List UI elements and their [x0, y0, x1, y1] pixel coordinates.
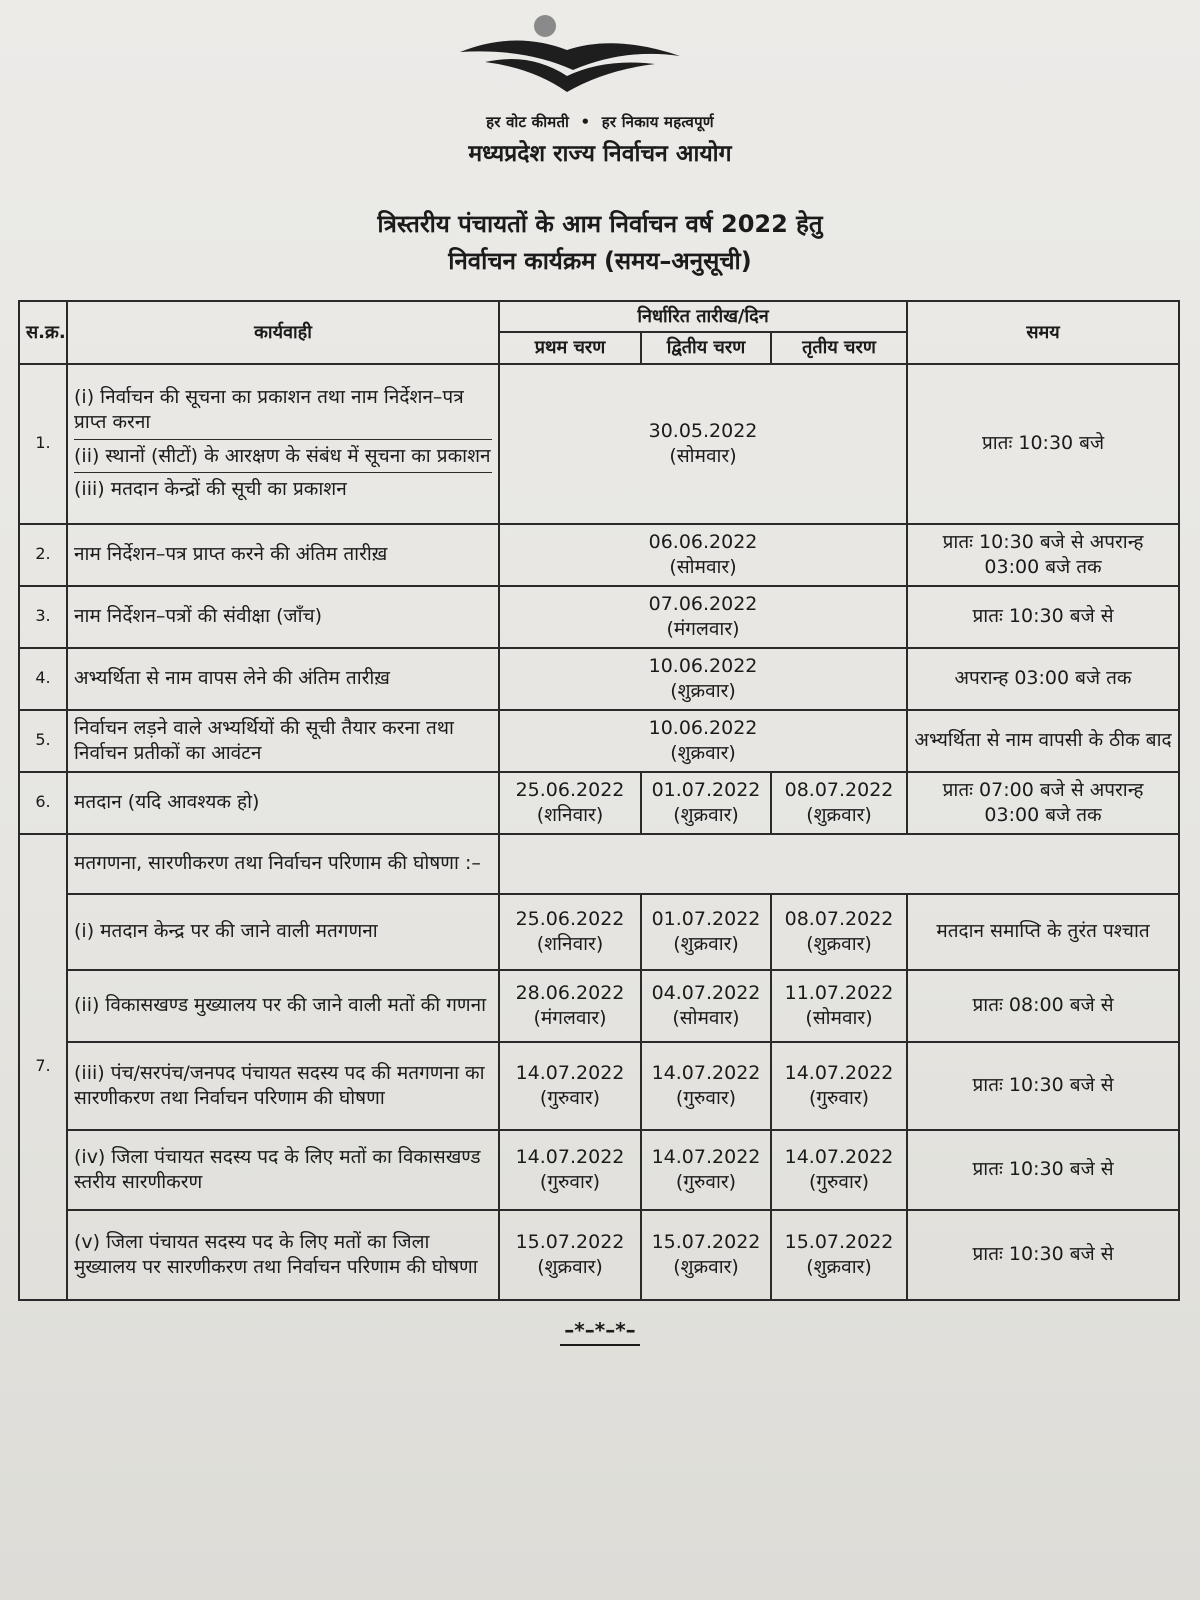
date-text: 25.06.2022	[515, 779, 625, 802]
phase1-cell	[499, 1130, 641, 1210]
date-text: 25.06.2022	[515, 908, 625, 931]
serial-header: स.क्र.	[19, 301, 67, 364]
phase3-cell	[771, 970, 907, 1042]
phase2-header: द्वितीय चरण	[641, 332, 771, 363]
day-text: (शनिवार)	[536, 803, 604, 826]
table-row	[19, 364, 1179, 524]
day-text: (सोमवार)	[805, 1006, 873, 1029]
day-text: (सोमवार)	[672, 1006, 740, 1029]
day-text: (मंगलवार)	[666, 617, 740, 640]
serial-cell: 6.	[19, 772, 67, 834]
activity-cell: मतदान (यदि आवश्यक हो)	[67, 772, 499, 834]
day-text: (शनिवार)	[536, 932, 604, 955]
time-cell: प्रातः 10:30 बजे से अपरान्ह 03:00 बजे तक	[907, 524, 1179, 586]
serial-cell: 1.	[19, 364, 67, 524]
date-cell	[499, 648, 907, 710]
activity-cell: (ii) विकासखण्ड मुख्यालय पर की जाने वाली मतों की गणना	[67, 970, 499, 1042]
schedule-table	[18, 300, 1180, 1301]
phase3-cell	[771, 1210, 907, 1300]
table-row	[19, 834, 1179, 894]
date-text: 01.07.2022	[651, 908, 761, 931]
day-text: (शुक्रवार)	[806, 1255, 872, 1278]
activity-subitem: (ii) स्थानों (सीटों) के आरक्षण के संबंध में सूचना का प्रकाशन	[74, 440, 492, 474]
serial-cell: 7.	[19, 834, 67, 1300]
time-cell: प्रातः 07:00 बजे से अपरान्ह 03:00 बजे तक	[907, 772, 1179, 834]
time-cell: प्रातः 10:30 बजे से	[907, 1042, 1179, 1130]
phase3-cell	[771, 1042, 907, 1130]
date-text: 08.07.2022	[784, 908, 894, 931]
table-row	[19, 1042, 1179, 1130]
date-cell	[499, 364, 907, 524]
date-text: 11.07.2022	[784, 982, 894, 1005]
time-cell: प्रातः 10:30 बजे	[907, 364, 1179, 524]
date-cell	[499, 710, 907, 772]
document-title-line1: त्रिस्तरीय पंचायतों के आम निर्वाचन वर्ष 2022 हेतु	[377, 210, 823, 238]
table-row	[19, 772, 1179, 834]
table-row	[19, 1210, 1179, 1300]
date-text: 15.07.2022	[515, 1231, 625, 1254]
time-cell: प्रातः 08:00 बजे से	[907, 970, 1179, 1042]
activity-subitem: (i) निर्वाचन की सूचना का प्रकाशन तथा नाम निर्देशन–पत्र प्राप्त करना	[74, 381, 492, 439]
date-cell	[499, 586, 907, 648]
phase3-header: तृतीय चरण	[771, 332, 907, 363]
phase3-cell	[771, 1130, 907, 1210]
day-text: (गुरुवार)	[539, 1170, 601, 1193]
phase3-cell	[771, 894, 907, 970]
header-row	[19, 301, 1179, 332]
empty-cell	[499, 834, 1179, 894]
day-text: (शुक्रवार)	[806, 803, 872, 826]
date-text: 06.06.2022	[648, 531, 758, 554]
phase2-cell	[641, 1042, 771, 1130]
phase1-cell	[499, 894, 641, 970]
date-text: 10.06.2022	[648, 717, 758, 740]
day-text: (गुरुवार)	[539, 1086, 601, 1109]
date-text: 14.07.2022	[515, 1062, 625, 1085]
table-row	[19, 586, 1179, 648]
date-text: 30.05.2022	[648, 420, 758, 443]
day-text: (शुक्रवार)	[806, 932, 872, 955]
activity-cell: (v) जिला पंचायत सदस्य पद के लिए मतों का जिला मुख्यालय पर सारणीकरण तथा निर्वाचन परिणाम की घोषणा	[67, 1210, 499, 1300]
date-text: 14.07.2022	[784, 1062, 894, 1085]
date-text: 08.07.2022	[784, 779, 894, 802]
phase2-cell	[641, 894, 771, 970]
date-text: 14.07.2022	[651, 1146, 761, 1169]
date-cell	[499, 524, 907, 586]
tagline	[0, 112, 1200, 132]
phase1-header: प्रथम चरण	[499, 332, 641, 363]
table-row	[19, 648, 1179, 710]
activity-cell: (iv) जिला पंचायत सदस्य पद के लिए मतों का विकासखण्ड स्तरीय सारणीकरण	[67, 1130, 499, 1210]
day-text: (शुक्रवार)	[670, 741, 736, 764]
tagline-right: हर निकाय महत्वपूर्ण	[601, 113, 714, 131]
date-text: 15.07.2022	[784, 1231, 894, 1254]
time-cell: प्रातः 10:30 बजे से	[907, 586, 1179, 648]
day-text: (गुरुवार)	[808, 1170, 870, 1193]
end-mark-text: –*–*–*–	[560, 1318, 639, 1346]
tagline-left: हर वोट कीमती	[486, 113, 570, 131]
time-cell: अपरान्ह 03:00 बजे तक	[907, 648, 1179, 710]
day-text: (गुरुवार)	[675, 1086, 737, 1109]
date-text: 07.06.2022	[648, 593, 758, 616]
date-text: 14.07.2022	[651, 1062, 761, 1085]
time-cell: प्रातः 10:30 बजे से	[907, 1130, 1179, 1210]
activity-cell	[67, 364, 499, 524]
table-row	[19, 524, 1179, 586]
phase2-cell	[641, 772, 771, 834]
date-text: 14.07.2022	[515, 1146, 625, 1169]
day-text: (गुरुवार)	[808, 1086, 870, 1109]
day-text: (गुरुवार)	[675, 1170, 737, 1193]
date-text: 01.07.2022	[651, 779, 761, 802]
table-row	[19, 970, 1179, 1042]
phase3-cell	[771, 772, 907, 834]
phase2-cell	[641, 970, 771, 1042]
day-text: (शुक्रवार)	[673, 803, 739, 826]
day-text: (शुक्रवार)	[537, 1255, 603, 1278]
organization-name: मध्यप्रदेश राज्य निर्वाचन आयोग	[468, 141, 732, 167]
activity-cell: अभ्यर्थिता से नाम वापस लेने की अंतिम तारीख़	[67, 648, 499, 710]
commission-logo	[455, 12, 685, 98]
table-row	[19, 1130, 1179, 1210]
serial-cell: 2.	[19, 524, 67, 586]
time-cell: अभ्यर्थिता से नाम वापसी के ठीक बाद	[907, 710, 1179, 772]
phase2-cell	[641, 1210, 771, 1300]
document-title-line2: निर्वाचन कार्यक्रम (समय–अनुसूची)	[448, 247, 752, 275]
activity-cell: निर्वाचन लड़ने वाले अभ्यर्थियों की सूची तैयार करना तथा निर्वाचन प्रतीकों का आवंटन	[67, 710, 499, 772]
serial-cell: 4.	[19, 648, 67, 710]
day-text: (शुक्रवार)	[673, 932, 739, 955]
table-row	[19, 710, 1179, 772]
date-text: 04.07.2022	[651, 982, 761, 1005]
day-text: (शुक्रवार)	[673, 1255, 739, 1278]
phase1-cell	[499, 1042, 641, 1130]
day-text: (मंगलवार)	[533, 1006, 607, 1029]
serial-cell: 5.	[19, 710, 67, 772]
time-header: समय	[907, 301, 1179, 364]
date-text: 14.07.2022	[784, 1146, 894, 1169]
phase2-cell	[641, 1130, 771, 1210]
date-text: 28.06.2022	[515, 982, 625, 1005]
activity-cell: (iii) पंच/सरपंच/जनपद पंचायत सदस्य पद की मतगणना का सारणीकरण तथा निर्वाचन परिणाम की घोषणा	[67, 1042, 499, 1130]
date-text: 10.06.2022	[648, 655, 758, 678]
activity-cell: नाम निर्देशन–पत्रों की संवीक्षा (जाँच)	[67, 586, 499, 648]
end-mark	[0, 1318, 1200, 1342]
activity-header: कार्यवाही	[67, 301, 499, 364]
tagline-separator: •	[580, 113, 591, 131]
activity-cell: नाम निर्देशन–पत्र प्राप्त करने की अंतिम तारीख़	[67, 524, 499, 586]
date-text: 15.07.2022	[651, 1231, 761, 1254]
time-cell: प्रातः 10:30 बजे से	[907, 1210, 1179, 1300]
phase1-cell	[499, 1210, 641, 1300]
activity-subitem: (iii) मतदान केन्द्रों की सूची का प्रकाशन	[74, 478, 347, 501]
phase1-cell	[499, 970, 641, 1042]
activity-cell: (i) मतदान केन्द्र पर की जाने वाली मतगणना	[67, 894, 499, 970]
dates-header: निर्धारित तारीख/दिन	[499, 301, 907, 332]
day-text: (सोमवार)	[669, 444, 737, 467]
activity-heading-cell: मतगणना, सारणीकरण तथा निर्वाचन परिणाम की घोषणा :–	[67, 834, 499, 894]
day-text: (शुक्रवार)	[670, 679, 736, 702]
day-text: (सोमवार)	[669, 555, 737, 578]
phase1-cell	[499, 772, 641, 834]
time-cell: मतदान समाप्ति के तुरंत पश्चात	[907, 894, 1179, 970]
table-row	[19, 894, 1179, 970]
serial-cell: 3.	[19, 586, 67, 648]
